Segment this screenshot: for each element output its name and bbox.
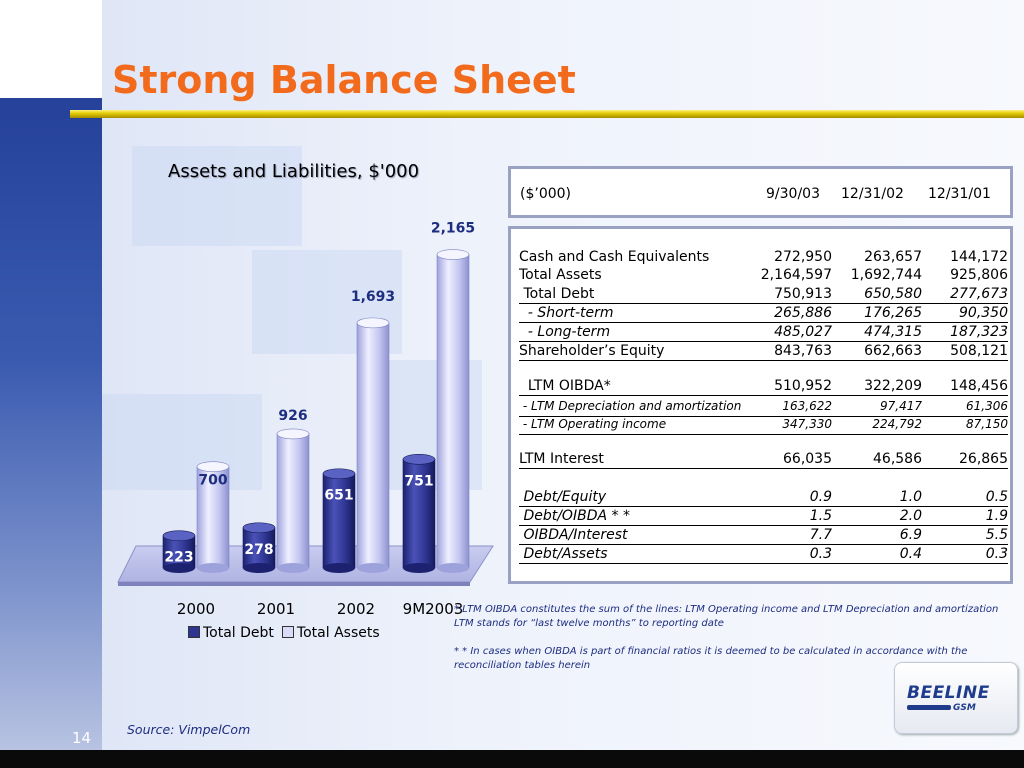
header-col2: 12/31/02 [841, 186, 904, 202]
row-value-v3: 0.3 [985, 546, 1008, 562]
x-tick-label: 9M2003 [402, 600, 464, 618]
data-label: 926 [278, 407, 308, 424]
header-col3: 12/31/01 [928, 186, 991, 202]
data-label: 751 [404, 473, 434, 490]
row-label: - LTM Depreciation and amortization [519, 399, 742, 413]
header-col1: 9/30/03 [766, 186, 820, 202]
row-value-v2: 0.4 [899, 546, 922, 562]
legend-item-total-debt [188, 625, 274, 641]
row-label: - Long-term [519, 324, 611, 340]
row-value-v2: 97,417 [880, 399, 922, 413]
row-label: OIBDA/Interest [519, 527, 628, 543]
row-value-v1: 347,330 [782, 417, 832, 431]
table-header-box [508, 166, 1013, 218]
table-row [519, 450, 1008, 469]
row-value-v1: 0.3 [809, 546, 832, 562]
bar-chart [108, 190, 508, 620]
x-tick-label: 2000 [176, 600, 216, 618]
bar-cap [277, 429, 309, 439]
row-value-v3: 5.5 [985, 527, 1008, 543]
row-value-v3: 26,865 [959, 451, 1008, 467]
x-tick-label: 2001 [256, 600, 296, 618]
bar-cap [403, 454, 435, 464]
bar-cap [243, 523, 275, 533]
bar-base [403, 563, 435, 573]
row-value-v2: 650,580 [864, 286, 922, 302]
table-row [519, 285, 1008, 304]
row-value-v1: 265,886 [774, 305, 832, 321]
chart-floor-edge [118, 582, 470, 586]
bar-total-debt-2002 [323, 469, 355, 573]
source-note: Source: VimpelCom [127, 722, 251, 737]
row-value-v2: 224,792 [872, 417, 922, 431]
bar-body [437, 255, 469, 568]
row-value-v3: 87,150 [966, 417, 1008, 431]
table-row [519, 398, 1008, 417]
row-label: Debt/OIBDA * * [519, 508, 630, 524]
row-value-v2: 474,315 [864, 324, 922, 340]
logo-stripe [907, 705, 951, 710]
data-label: 1,693 [350, 288, 396, 305]
row-value-v1: 0.9 [809, 489, 832, 505]
row-label: Total Debt [519, 286, 595, 302]
table-row [519, 488, 1008, 507]
table-row [519, 416, 1008, 435]
row-value-v1: 1.5 [809, 508, 832, 524]
row-value-v2: 263,657 [864, 249, 922, 265]
header-unit: ($’000) [520, 186, 572, 202]
table-row [519, 545, 1008, 564]
row-value-v1: 843,763 [774, 343, 832, 359]
bar-base [197, 563, 229, 573]
row-value-v3: 277,673 [950, 286, 1008, 302]
beeline-logo [894, 662, 1018, 734]
bottom-band [0, 750, 1024, 768]
table-row [519, 377, 1008, 396]
bar-total-assets-9M2003 [437, 250, 469, 573]
bar-body [357, 323, 389, 568]
row-value-v2: 2.0 [899, 508, 922, 524]
chart-title: Assets and Liabilities, $'000 [168, 161, 420, 182]
row-label: Debt/Equity [519, 489, 607, 505]
row-value-v3: 508,121 [950, 343, 1008, 359]
legend-label-assets: Total Assets [296, 625, 380, 641]
table-row [519, 507, 1008, 526]
row-value-v3: 148,456 [950, 378, 1008, 394]
chart-legend [188, 625, 380, 641]
table-row [519, 342, 1008, 361]
bar-body [277, 434, 309, 568]
row-value-v3: 144,172 [950, 249, 1008, 265]
row-value-v1: 163,622 [782, 399, 832, 413]
x-tick-label: 2002 [336, 600, 376, 618]
row-label: Shareholder’s Equity [519, 343, 665, 359]
bar-cap [197, 462, 229, 472]
row-value-v2: 1.0 [899, 489, 922, 505]
row-label: LTM OIBDA* [519, 378, 611, 394]
bar-base [277, 563, 309, 573]
row-value-v2: 176,265 [864, 305, 922, 321]
bar-cap [163, 531, 195, 541]
data-label: 2,165 [430, 220, 476, 237]
legend-label-debt: Total Debt [203, 625, 274, 641]
row-label: Total Assets [519, 267, 602, 283]
bar-total-assets-2001 [277, 429, 309, 573]
logo-sub: GSM [953, 703, 976, 713]
row-value-v2: 1,692,744 [850, 267, 922, 283]
row-value-v2: 46,586 [873, 451, 922, 467]
row-label: LTM Interest [519, 451, 604, 467]
bar-cap [437, 250, 469, 260]
row-label: Cash and Cash Equivalents [519, 249, 710, 265]
bar-cap [323, 469, 355, 479]
row-label: Debt/Assets [519, 546, 608, 562]
row-value-v1: 485,027 [774, 324, 832, 340]
row-label: - LTM Operating income [519, 417, 667, 431]
logo-brand: BEELINE [907, 683, 990, 703]
legend-swatch-debt [188, 626, 200, 638]
row-value-v2: 6.9 [899, 527, 922, 543]
table-row [519, 526, 1008, 545]
table-row [519, 304, 1008, 323]
row-value-v1: 2,164,597 [760, 267, 832, 283]
row-value-v1: 7.7 [809, 527, 832, 543]
row-value-v3: 90,350 [959, 305, 1008, 321]
page-number: 14 [72, 729, 92, 747]
legend-item-total-assets [282, 625, 380, 641]
balance-table [508, 226, 1013, 584]
table-row [519, 248, 1008, 266]
data-label: 700 [198, 472, 228, 489]
legend-swatch-assets [282, 626, 294, 638]
row-value-v1: 510,952 [774, 378, 832, 394]
row-value-v1: 272,950 [774, 249, 832, 265]
row-value-v1: 66,035 [783, 451, 832, 467]
row-value-v3: 187,323 [950, 324, 1008, 340]
row-value-v2: 322,209 [864, 378, 922, 394]
bar-base [357, 563, 389, 573]
data-label: 278 [244, 541, 274, 558]
bar-base [323, 563, 355, 573]
bar-cap [357, 318, 389, 328]
table-row [519, 323, 1008, 342]
row-value-v3: 0.5 [985, 489, 1008, 505]
row-value-v3: 61,306 [966, 399, 1008, 413]
footnote-1: * LTM OIBDA constitutes the sum of the lines: LTM Operating income and LTM Depreciation and amortization LTM stands for “last twelve months” to reporting date [454, 604, 999, 629]
title-rule [70, 110, 1024, 118]
table-row [519, 266, 1008, 284]
bar-base [437, 563, 469, 573]
data-label: 651 [324, 487, 354, 504]
row-label: - Short-term [519, 305, 614, 321]
row-value-v3: 1.9 [985, 508, 1008, 524]
bar-total-debt-9M2003 [403, 454, 435, 573]
page-title: Strong Balance Sheet [112, 58, 576, 102]
data-label: 223 [164, 549, 194, 566]
sidebar-band [0, 98, 102, 750]
row-value-v2: 662,663 [864, 343, 922, 359]
bar-total-assets-2002 [357, 318, 389, 573]
footnote-2: * * In cases when OIBDA is part of financial ratios it is deemed to be calculated in accordance with the reconciliation tables herein [454, 646, 968, 671]
row-value-v1: 750,913 [774, 286, 832, 302]
bar-base [243, 563, 275, 573]
row-value-v3: 925,806 [950, 267, 1008, 283]
